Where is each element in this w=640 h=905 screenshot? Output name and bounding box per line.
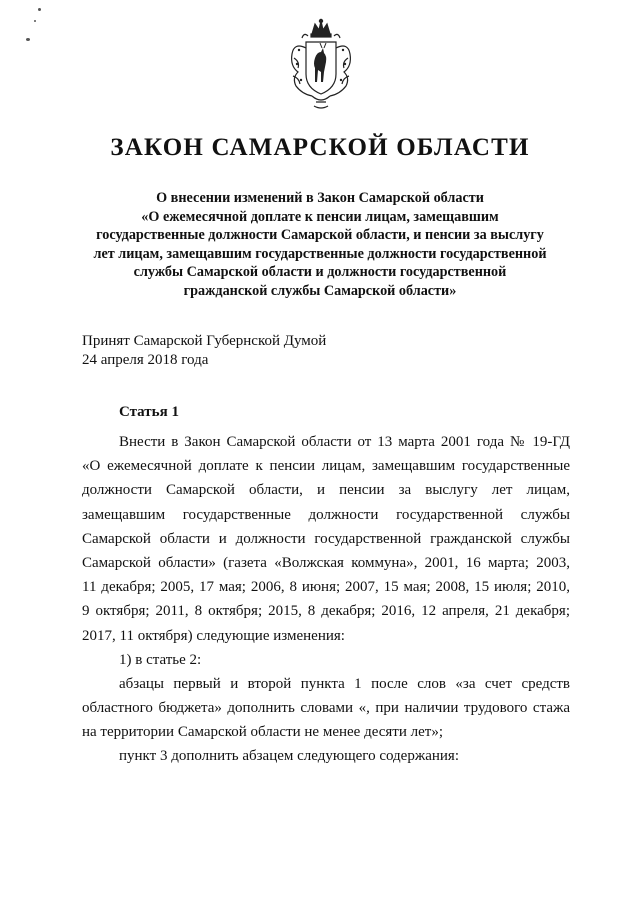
subtitle-line: службы Самарской области и должности государственной bbox=[133, 264, 507, 281]
body-line: Самарской области и должности государственной гражданской службы bbox=[82, 530, 570, 547]
body-line: 2017, 11 октября) следующие изменения: bbox=[82, 627, 345, 644]
body-line: на территории Самарской области не менее десяти лет»; bbox=[82, 724, 443, 741]
adoption-note bbox=[82, 332, 326, 370]
body-line: областного бюджета» дополнить словами «, при наличии трудового стажа bbox=[82, 700, 570, 717]
body-line: пункт 3 дополнить абзацем следующего содержания: bbox=[119, 748, 459, 765]
subtitle-line: О внесении изменений в Закон Самарской области bbox=[156, 190, 484, 206]
adoption-line: Принят Самарской Губернской Думой bbox=[82, 333, 327, 349]
subtitle-line: лет лицам, замещавшим государственные должности государственной bbox=[93, 245, 547, 262]
body-line: 1) в статье 2: bbox=[119, 651, 202, 668]
samara-coat-of-arms-icon bbox=[286, 18, 356, 110]
body-line: 11 декабря; 2005, 17 мая; 2006, 8 июня; 2007, 15 мая; 2008, 15 июля; 2010, bbox=[82, 579, 570, 596]
subtitle-line: государственные должности Самарской области, и пенсии за выслугу bbox=[96, 227, 544, 244]
adoption-date: 24 апреля 2018 года bbox=[82, 352, 209, 368]
article-heading: Статья 1 bbox=[119, 404, 179, 420]
body-line: «О ежемесячной доплате к пенсии лицам, замещавшим государственные bbox=[82, 458, 570, 475]
scan-speck bbox=[38, 8, 41, 11]
law-subtitle bbox=[60, 189, 580, 301]
article-body bbox=[82, 430, 570, 769]
subtitle-line: гражданской службы Самарской области» bbox=[183, 282, 457, 299]
body-line: Самарской области» (газета «Волжская коммуна», 2001, 16 марта; 2003, bbox=[82, 554, 570, 571]
body-line: 9 октября; 2011, 8 октября; 2015, 8 декабря; 2016, 12 апреля, 21 декабря; bbox=[82, 603, 570, 620]
scan-speck bbox=[26, 38, 30, 41]
law-title: ЗАКОН САМАРСКОЙ ОБЛАСТИ bbox=[110, 134, 530, 161]
body-line: должности Самарской области, и пенсии за выслугу лет лицам, bbox=[82, 482, 570, 499]
scan-speck bbox=[34, 20, 36, 22]
subtitle-line: «О ежемесячной доплате к пенсии лицам, замещавшим bbox=[141, 208, 499, 225]
body-line: Внести в Закон Самарской области от 13 марта 2001 года № 19-ГД bbox=[119, 434, 570, 450]
body-line: замещавшим государственные должности государственной службы bbox=[82, 506, 570, 523]
body-line: абзацы первый и второй пункта 1 после слов «за счет средств bbox=[119, 675, 570, 692]
